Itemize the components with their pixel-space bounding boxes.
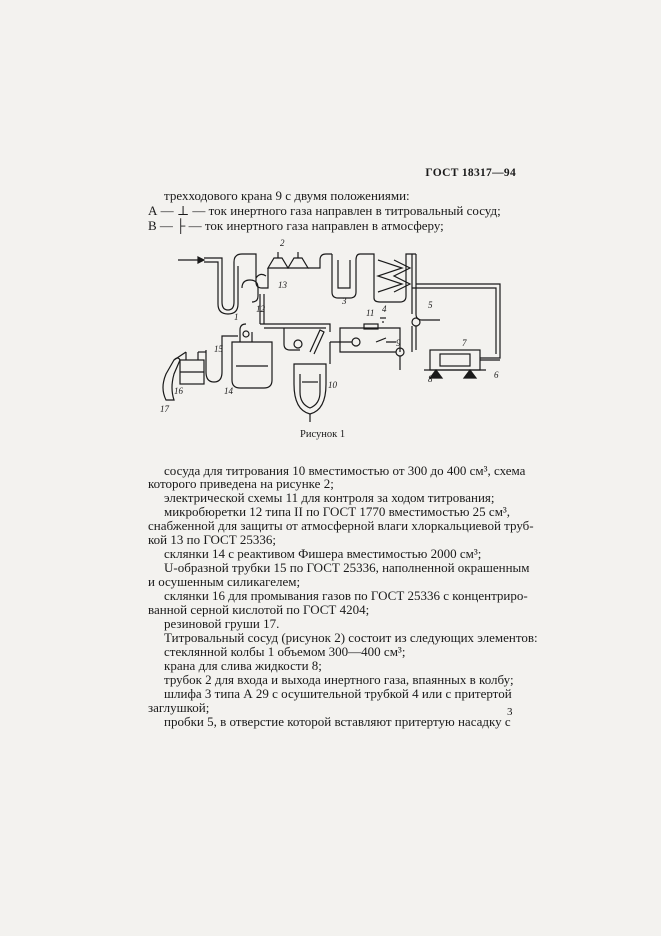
intro-line: В — ├ — ток инертного газа направлен в атмосферу; bbox=[148, 218, 444, 233]
figure-caption: Рисунок 1 bbox=[300, 429, 346, 440]
body-line: резиновой груши 17. bbox=[164, 616, 280, 631]
label-10: 10 bbox=[328, 380, 337, 390]
label-5: 5 bbox=[428, 300, 433, 310]
body-line: пробки 5, в отверстие которой вставляют притертую насадку с bbox=[164, 714, 511, 729]
page-number: 3 bbox=[507, 706, 513, 718]
label-15: 15 bbox=[214, 344, 223, 354]
label-12: 12 bbox=[256, 304, 265, 314]
body-line: склянки 16 для промывания газов по ГОСТ 25336 с концентриро- bbox=[164, 588, 528, 603]
intro-line: А — ⊥ — ток инертного газа направлен в титровальный сосуд; bbox=[148, 203, 501, 218]
body-line: шлифа 3 типа А 29 с осушительной трубкой 4 или с притертой bbox=[164, 686, 512, 701]
body-line: кой 13 по ГОСТ 25336; bbox=[148, 532, 277, 547]
body-line: электрической схемы 11 для контроля за ходом титрования; bbox=[164, 490, 495, 505]
body-line: микробюретки 12 типа II по ГОСТ 1770 вместимостью 25 см³, bbox=[164, 504, 511, 519]
body-line: и осушенным силикагелем; bbox=[148, 574, 301, 589]
body-line: трубок 2 для входа и выхода инертного газа, впаянных в колбу; bbox=[164, 672, 514, 687]
label-8: 8 bbox=[428, 374, 433, 384]
body-line: U-образной трубки 15 по ГОСТ 25336, наполненной окрашенным bbox=[164, 560, 530, 575]
body-line: заглушкой; bbox=[148, 700, 210, 715]
intro-line: трехходового крана 9 с двумя положениями: bbox=[164, 188, 410, 203]
label-1: 1 bbox=[234, 312, 239, 322]
label-16: 16 bbox=[174, 386, 183, 396]
body-line: ванной серной кислотой по ГОСТ 4204; bbox=[148, 602, 370, 617]
label-9: 9 bbox=[396, 338, 401, 348]
label-4: 4 bbox=[382, 304, 387, 314]
body-line: снабженной для защиты от атмосферной влаги хлоркальциевой труб- bbox=[148, 518, 534, 533]
body-line: которого приведена на рисунке 2; bbox=[148, 476, 334, 491]
label-6: 6 bbox=[494, 370, 499, 380]
label-7: 7 bbox=[462, 338, 467, 348]
document-header: ГОСТ 18317—94 bbox=[425, 167, 516, 179]
label-13: 13 bbox=[278, 280, 287, 290]
label-17: 17 bbox=[160, 404, 169, 414]
body-line: сосуда для титрования 10 вместимостью от 300 до 400 см³, схема bbox=[164, 463, 526, 478]
label-11: 11 bbox=[366, 308, 375, 318]
body-line: крана для слива жидкости 8; bbox=[164, 658, 322, 673]
apparatus-diagram bbox=[160, 232, 510, 422]
label-2: 2 bbox=[280, 238, 285, 248]
body-line: склянки 14 с реактивом Фишера вместимостью 2000 см³; bbox=[164, 546, 482, 561]
label-3: 3 bbox=[342, 296, 347, 306]
label-14: 14 bbox=[224, 386, 233, 396]
body-line: стеклянной колбы 1 объемом 300—400 см³; bbox=[164, 644, 406, 659]
body-line: Титровальный сосуд (рисунок 2) состоит из следующих элементов: bbox=[164, 630, 538, 645]
